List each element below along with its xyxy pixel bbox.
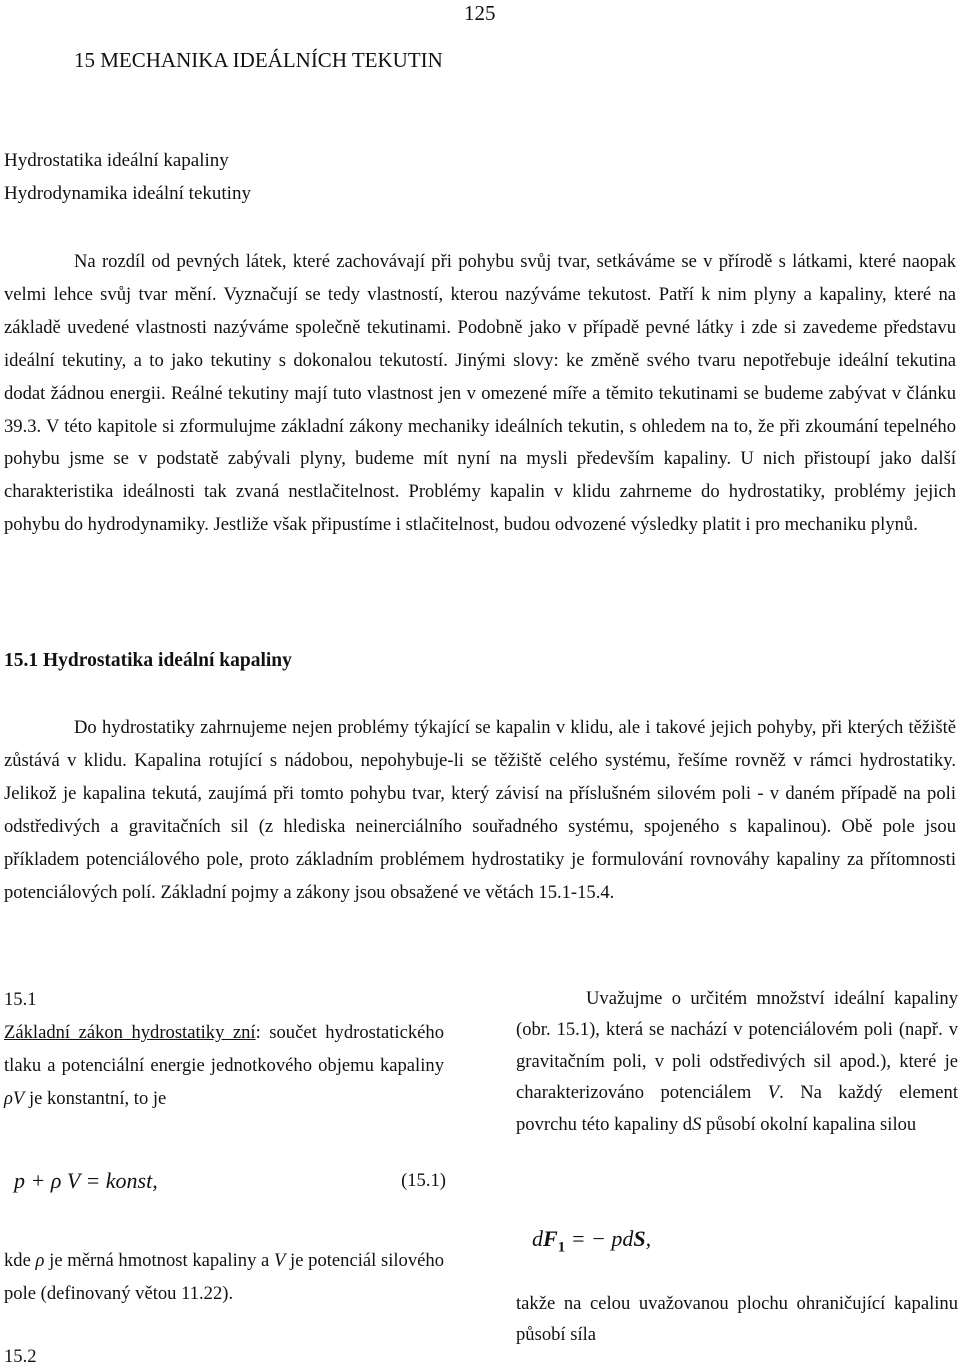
eq2-rhs: = − pd: [565, 1226, 634, 1251]
section-text: Do hydrostatiky zahrnujeme nejen problémy týkající se kapalin v klidu, ale i takové jejich pohyby, při kterých těžiště zůstává v klidu. Kapalina rotující s nádobou, nepohybuje-li se těžiště celého systému, řešíme rovněž v rámci hydrostatiky. Jelikož je kapalina tekutá, zaujímá při tomto pohybu tvar, který závisí na příslušném silovém poli - v daném případě na poli odstředivých a gravitačních sil (z hlediska neinerciálního souřadného systému, spojeného s kapalinou). Obě pole jsou příkladem potenciálového pole, proto základním problémem hydrostatiky je formulování rovnováhy kapaliny za přítomnosti potenciálových polí. Základní pojmy a zákony jsou obsažené ve větách 15.1-15.4.: [4, 717, 956, 903]
where-a: kde: [4, 1250, 36, 1271]
intro-text: Na rozdíl od pevných látek, které zachovávají při pohybu svůj tvar, setkáváme se v přírodě s látkami, které naopak velmi lehce svůj tvar mění. Vyznačují se tedy vlastností, kterou nazýváme tekutost. Patří k nim plyny a kapaliny, které na základě uvedené vlastnosti nazýváme společně tekutinami. Podobně jako v případě pevné látky i zde si zavedeme představu ideální tekutiny, a to jako tekutiny s dokonalou tekutostí. Jinými slovy: ke změně svého tvaru nepotřebuje ideální tekutina dodat žádnou energii. Reálné tekutiny mají tuto vlastnost jen v omezené míře a těmito tekutinami se budeme zabývat v článku 39.3. V této kapitole si zformulujme základní zákony mechaniky ideálních tekutin, s ohledem na to, že při zkoumání tepelného pohybu jsme se v podstatě zabývali plyny, budeme mít nyní na mysli především kapaliny. U nich přistoupí jako další charakteristika ideálnosti tak zvaná nestlačitelnost. Problémy kapalin v klidu zahrneme do hydrostatiky, problémy jejich pohybu do hydrodynamiky. Jestliže však připustíme i stlačitelnost, budou odvozené výsledky platit i pro mechaniku plynů.: [4, 251, 956, 536]
theorem-title: Základní zákon hydrostatiky zní: [4, 1022, 256, 1043]
right-V: V: [767, 1082, 780, 1104]
equation-force: [532, 1222, 651, 1264]
where-V: V: [274, 1250, 286, 1271]
section-paragraph: [4, 712, 956, 909]
theorem-symbol: ρV: [4, 1088, 25, 1109]
chapter-title: 15 MECHANIKA IDEÁLNÍCH TEKUTIN: [74, 48, 443, 72]
theorem-number: 15.1: [4, 989, 37, 1010]
section-heading: 15.1 Hydrostatika ideální kapaliny: [4, 650, 292, 671]
right-text-a: Uvažujme o určitém množství ideální kapaliny (obr. 15.1), která se nachází v potenciálovém poli (např. v gravitačním poli, v poli odstředivých sil apod.), které je charakterizováno potenciálem: [516, 988, 958, 1104]
right-text-b: . Na každý element povrchu této kapaliny d: [516, 1082, 958, 1135]
right-text-c: působí okolní kapalina silou: [701, 1113, 917, 1135]
equation-15-1: [14, 1164, 446, 1198]
eq2-S: S: [633, 1226, 646, 1251]
eq2-F: F: [543, 1226, 558, 1251]
toc-item-hydrodynamika: Hydrodynamika ideální tekutiny: [4, 183, 251, 204]
eq2-end: ,: [645, 1226, 652, 1251]
eq2-sub: 1: [557, 1239, 566, 1256]
intro-paragraph: [4, 246, 956, 542]
where-rho: ρ: [35, 1250, 45, 1271]
where-c: je potenciál silového pole (definovaný větou 11.22).: [4, 1250, 445, 1304]
equation-formula: p + ρ V = konst,: [14, 1168, 158, 1193]
equation-explanation: [4, 1244, 444, 1310]
where-b: je měrná hmotnost kapaliny a: [44, 1250, 274, 1271]
theorem-text-b: je konstantní, to je: [24, 1088, 167, 1109]
right-S: S: [692, 1113, 702, 1135]
theorem-block: [4, 983, 444, 1115]
eq2-d: d: [532, 1226, 543, 1251]
theorem-text-a: : součet hydrostatického tlaku a potenciální energie jednotkového objemu kapaliny: [4, 1022, 444, 1076]
right-paragraph: [516, 983, 958, 1140]
toc-item-hydrostatika: Hydrostatika ideální kapaliny: [4, 150, 229, 171]
theorem-statement: [4, 1016, 444, 1115]
next-theorem-number: 15.2: [4, 1346, 37, 1367]
right-column-text-2: takže na celou uvažovanou plochu ohraničující kapalinu působí síla: [516, 1293, 958, 1346]
equation-number: (15.1): [401, 1170, 446, 1191]
page-number: 125: [464, 1, 496, 25]
right-column-text: [516, 983, 958, 1140]
